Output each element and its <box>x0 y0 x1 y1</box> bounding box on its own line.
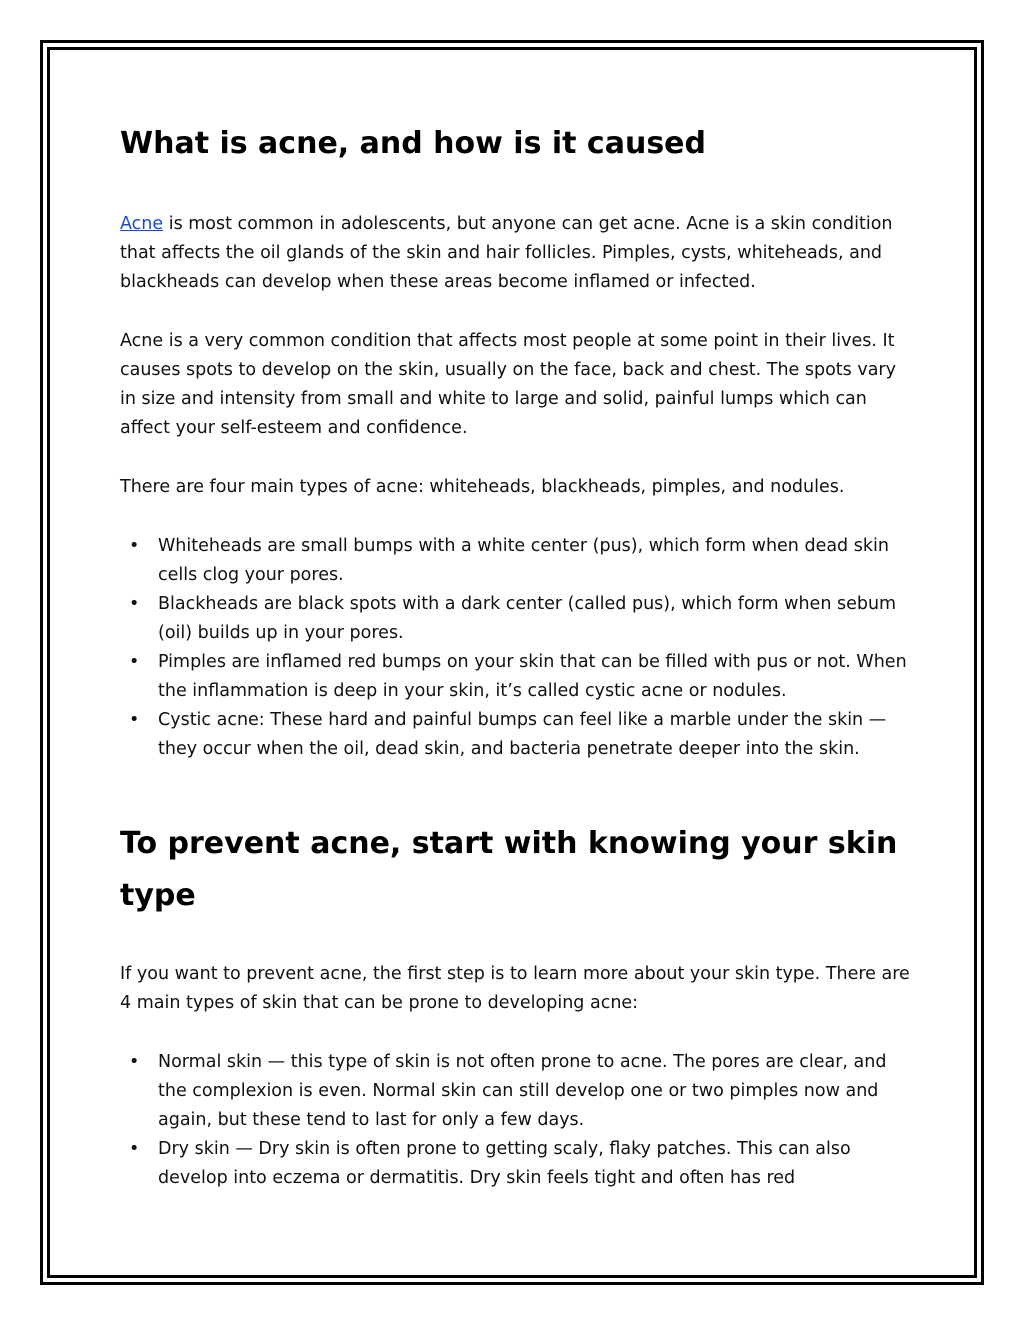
list-item: • Whiteheads are small bumps with a white center (pus), which form when dead skin cells clog your pores. <box>158 532 910 590</box>
section-heading-skin-type: To prevent acne, start with knowing your skin type <box>120 826 898 913</box>
bullet-icon: • <box>129 1139 140 1159</box>
acne-common-paragraph: Acne is a very common condition that affects most people at some point in their lives. It causes spots to develop on the skin, usually on the face, back and chest. The spots vary in size and intensity from small and white to large and solid, painful lumps which can affect your self-esteem and confidence. <box>120 331 896 438</box>
bullet-icon: • <box>129 1052 140 1072</box>
acne-link[interactable]: Acne <box>120 214 164 234</box>
bullet-icon: • <box>129 536 140 556</box>
intro-paragraph <box>120 210 910 297</box>
list-item: • Pimples are inflamed red bumps on your skin that can be filled with pus or not. When the inflammation is deep in your skin, it’s called cystic acne or nodules. <box>158 648 910 706</box>
list-item: • Dry skin — Dry skin is often prone to getting scaly, flaky patches. This can also develop into eczema or dermatitis. Dry skin feels tight and often has red <box>158 1135 910 1193</box>
list-item: • Blackheads are black spots with a dark center (called pus), which form when sebum (oil) builds up in your pores. <box>158 590 910 648</box>
list-item: • Cystic acne: These hard and painful bumps can feel like a marble under the skin — they occur when the oil, dead skin, and bacteria penetrate deeper into the skin. <box>158 706 910 764</box>
bullet-icon: • <box>129 710 140 730</box>
section-heading-what-is-acne: What is acne, and how is it caused <box>120 126 706 161</box>
skin-types-list <box>120 1048 910 1193</box>
list-item: • Normal skin — this type of skin is not often prone to acne. The pores are clear, and the complexion is even. Normal skin can still develop one or two pimples now and again, but these tend to last for only a few days. <box>158 1048 910 1135</box>
acne-types-list <box>120 532 910 764</box>
document-content <box>120 118 910 1193</box>
bullet-icon: • <box>129 652 140 672</box>
intro-paragraph-text: is most common in adolescents, but anyone can get acne. Acne is a skin condition that affects the oil glands of the skin and hair follicles. Pimples, cysts, whiteheads, and blackheads can develop when these areas become inflamed or infected. <box>120 214 893 292</box>
skin-type-paragraph: If you want to prevent acne, the first step is to learn more about your skin type. There are 4 main types of skin that can be prone to developing acne: <box>120 964 910 1013</box>
bullet-icon: • <box>129 594 140 614</box>
acne-types-paragraph: There are four main types of acne: whiteheads, blackheads, pimples, and nodules. <box>120 477 845 497</box>
